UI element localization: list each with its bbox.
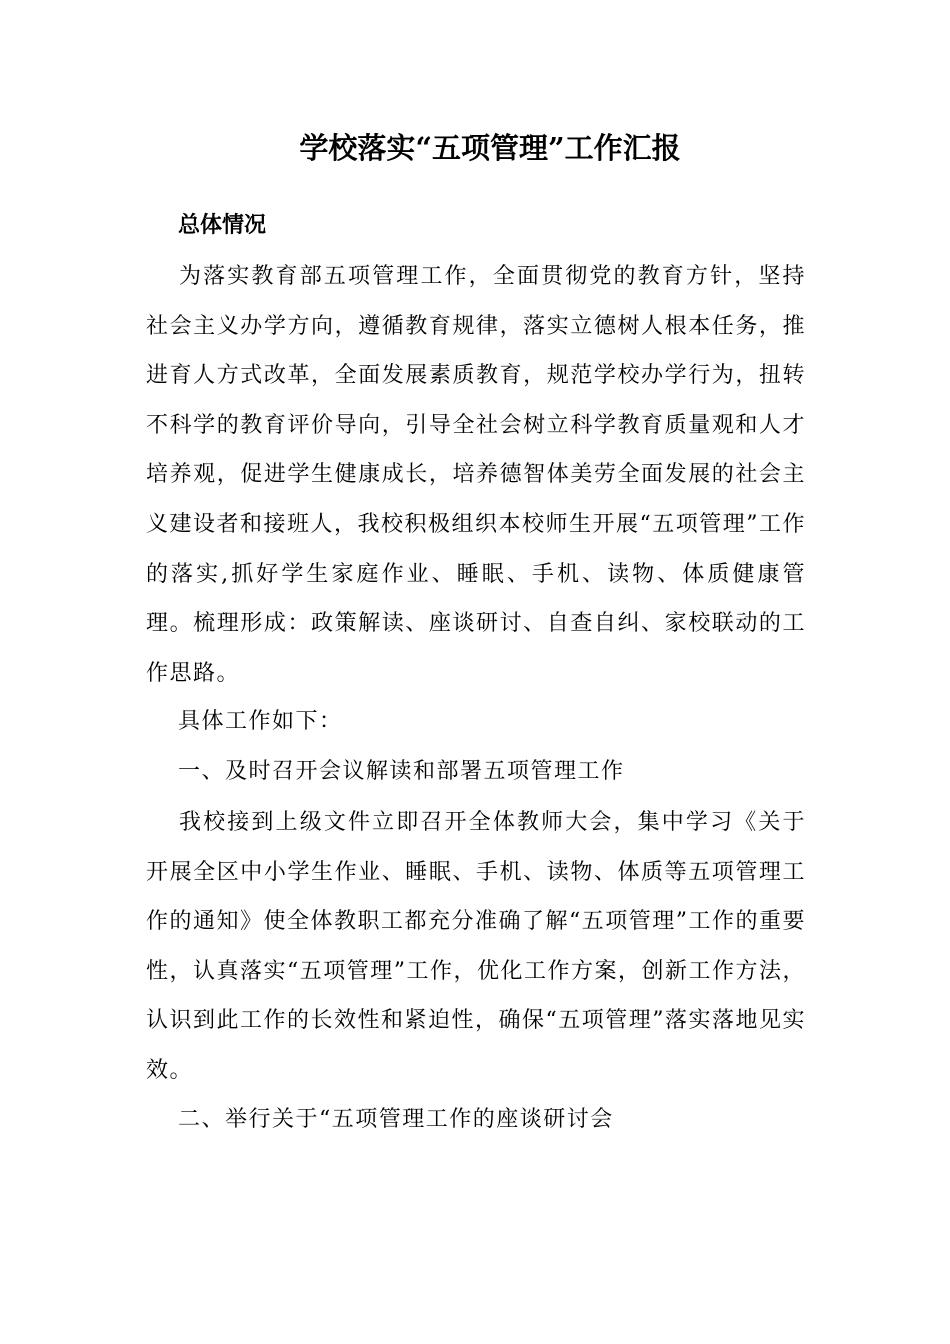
overview-paragraph: 为落实教育部五项管理工作，全面贯彻党的教育方针，坚持社会主义办学方向，遵循教育规律，落实立德树人根本任务，推进育人方式改革，全面发展素质教育，规范学校办学行为，扭转不科学的教育评价导向，引导全社会树立科学教育质量观和人才培养观，促进学生健康成长，培养德智体美劳全面发展的社会主义建设者和接班人，我校积极组织本校师生开展“五项管理”工作的落实,抓好学生家庭作业、睡眠、手机、读物、体质健康管理。梳理形成：政策解读、座谈研讨、自查自纠、家校联动的工作思路。: [146, 264, 806, 686]
intro-line: 具体工作如下：: [178, 709, 343, 734]
item-1-heading: 一、及时召开会议解读和部署五项管理工作: [178, 759, 625, 784]
document-title: 学校落实“五项管理”工作汇报: [299, 131, 681, 165]
item-2-heading: 二、举行关于“五项管理工作的座谈研讨会: [178, 1107, 614, 1132]
item-1-paragraph: 我校接到上级文件立即召开全体教师大会，集中学习《关于开展全区中小学生作业、睡眠、手机、读物、体质等五项管理工作的通知》使全体教职工都充分准确了解“五项管理”工作的重要性，认真落实“五项管理”工作，优化工作方案，创新工作方法，认识到此工作的长效性和紧迫性，确保“五项管理”落实落地见实效。: [146, 810, 806, 1083]
section-heading-overview: 总体情况: [178, 213, 267, 238]
